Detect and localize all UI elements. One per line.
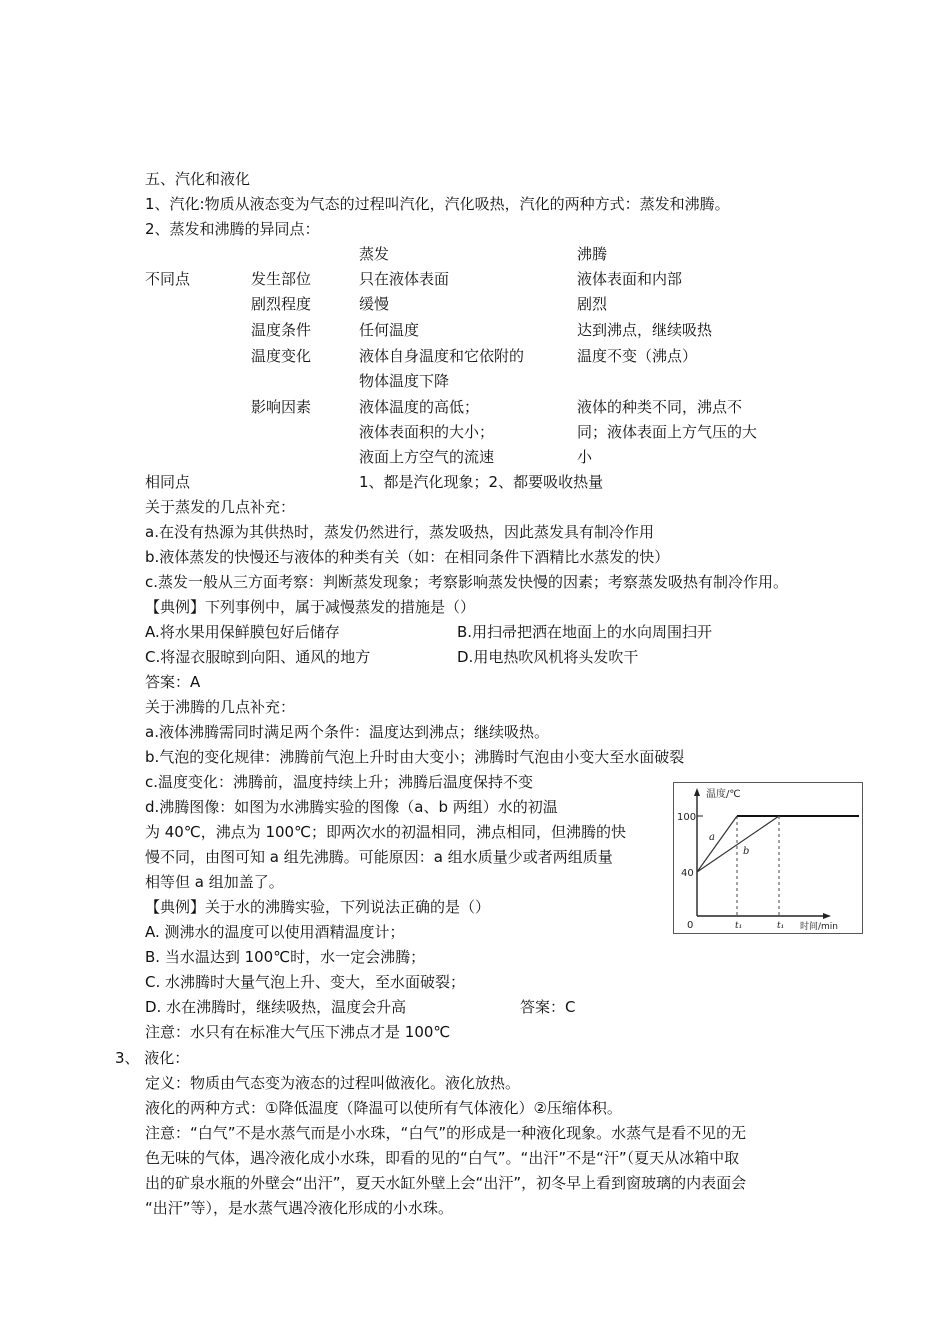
evaporation-note-b: b.液体蒸发的快慢还与液体的种类有关（如：在相同条件下酒精比水蒸发的快） [145,548,670,566]
liquefaction-note-line4: “出汗”等），是水蒸气遇冷液化形成的小水珠。 [145,1199,454,1217]
row-item: 剧烈程度 [251,295,312,313]
row-item: 影响因素 [251,398,312,416]
evaporation-note-a: a.在没有热源为其供热时，蒸发仍然进行，蒸发吸热，因此蒸发具有制冷作用 [145,523,654,541]
row-evap-cell: 液体表面积的大小； [359,423,495,441]
row-evap-cell: 液体温度的高低； [359,398,480,416]
liquefaction-title: 3、 液化： [115,1049,190,1067]
liquefaction-methods: 液化的两种方式：①降低温度（降温可以使所有气体液化）②压缩体积。 [145,1099,622,1117]
row-boil-cell: 同；液体表面上方气压的大 [577,423,758,441]
liquefaction-note-line1: 注意：“白气”不是水蒸气而是小水珠，“白气”的形成是一种液化现象。水蒸气是看不见的无 [145,1124,747,1142]
col-header-boiling: 沸腾 [577,245,608,263]
row-item: 温度条件 [251,321,312,339]
boiling-notes-title: 关于沸腾的几点补充： [145,698,296,716]
evaporation-note-c: c.蒸发一般从三方面考察：判断蒸发现象；考察影响蒸发快慢的因素；考察蒸发吸热有制冷作用。 [145,573,789,591]
example2-option-a: A. 测沸水的温度可以使用酒精温度计； [145,923,405,941]
row-evap-cell: 物体温度下降 [359,372,450,390]
example2-answer: 答案：C [520,998,576,1016]
label-a: a [709,832,715,843]
y-tick-100: 100 [677,812,697,823]
example1-answer: 答案：A [145,673,201,691]
section-heading: 五、汽化和液化 [145,170,251,188]
similarities-text: 1、都是汽化现象；2、都要吸收热量 [359,473,604,491]
figure-frame [674,783,863,934]
row-evap-cell: 液体自身温度和它依附的 [359,347,525,365]
example2-option-b: B. 当水温达到 100℃时，水一定会沸腾； [145,948,426,966]
boiling-graph [673,782,863,934]
row-evap-cell: 只在液体表面 [359,270,450,288]
row-boil-cell: 达到沸点，继续吸热 [577,321,713,339]
comparison-intro: 2、蒸发和沸腾的异同点： [145,220,320,238]
example2-option-d: D. 水在沸腾时，继续吸热，温度会升高 [145,998,407,1016]
example1-option-a: A.将水果用保鲜膜包好后储存 [145,623,340,641]
label-b: b [743,846,750,857]
row-group-similarities: 相同点 [145,473,191,491]
boiling-note-a: a.液体沸腾需同时满足两个条件：温度达到沸点；继续吸热。 [145,723,549,741]
boiling-note-d-line4: 相等但 a 组加盖了。 [145,873,284,891]
x-axis-label: 时间/min [800,922,839,932]
x-tick-t2: t₁ [777,921,785,931]
example1-option-c: C.将湿衣服晾到向阳、通风的地方 [145,648,371,666]
row-boil-cell: 剧烈 [577,295,608,313]
row-group-differences: 不同点 [145,270,191,288]
y-axis-label: 温度/℃ [706,789,741,800]
row-boil-cell: 液体表面和内部 [577,270,683,288]
col-header-evaporation: 蒸发 [359,245,390,263]
row-boil-cell: 液体的种类不同，沸点不 [577,398,743,416]
origin-label: 0 [687,920,694,931]
liquefaction-note-line3: 出的矿泉水瓶的外壁会“出汗”，夏天水缸外壁上会“出汗”，初冬早上看到窗玻璃的内表面会 [145,1174,747,1192]
example1-question: 【典例】下列事例中，属于减慢蒸发的措施是（） [145,598,476,616]
row-evap-cell: 任何温度 [359,321,420,339]
example1-option-d: D.用电热吹风机将头发吹干 [457,648,639,666]
row-item: 发生部位 [251,270,312,288]
boiling-note-d-line1: d.沸腾图像：如图为水沸腾实验的图像（a、b 两组）水的初温 [145,798,558,816]
example1-option-b: B.用扫帚把洒在地面上的水向周围扫开 [457,623,713,641]
boiling-note-d-line2: 为 40℃，沸点为 100℃；即两次水的初温相同，沸点相同，但沸腾的快 [145,823,626,841]
example2-note: 注意：水只有在标准大气压下沸点才是 100℃ [145,1023,451,1041]
row-boil-cell: 小 [577,448,593,466]
boiling-note-c: c.温度变化：沸腾前，温度持续上升；沸腾后温度保持不变 [145,773,534,791]
evaporation-notes-title: 关于蒸发的几点补充： [145,498,296,516]
row-evap-cell: 缓慢 [359,295,390,313]
liquefaction-note-line2: 色无味的气体，遇冷液化成小水珠，即看的见的“白气”。“出汗”不是“汗”（夏天从冰箱中取 [145,1149,740,1167]
x-tick-t1: t₁ [735,921,743,931]
row-boil-cell: 温度不变（沸点） [577,347,698,365]
row-evap-cell: 液面上方空气的流速 [359,448,495,466]
liquefaction-definition: 定义：物质由气态变为液态的过程叫做液化。液化放热。 [145,1074,521,1092]
boiling-note-b: b.气泡的变化规律：沸腾前气泡上升时由大变小；沸腾时气泡由小变大至水面破裂 [145,748,685,766]
example2-option-c: C. 水沸腾时大量气泡上升、变大，至水面破裂； [145,973,466,991]
vaporization-definition: 1、汽化:物质从液态变为气态的过程叫汽化，汽化吸热，汽化的两种方式：蒸发和沸腾。 [145,195,730,213]
row-item: 温度变化 [251,347,312,365]
y-tick-40: 40 [681,868,694,879]
boiling-note-d-line3: 慢不同，由图可知 a 组先沸腾。可能原因：a 组水质量少或者两组质量 [145,848,613,866]
example2-question: 【典例】关于水的沸腾实验，下列说法正确的是（） [145,898,491,916]
